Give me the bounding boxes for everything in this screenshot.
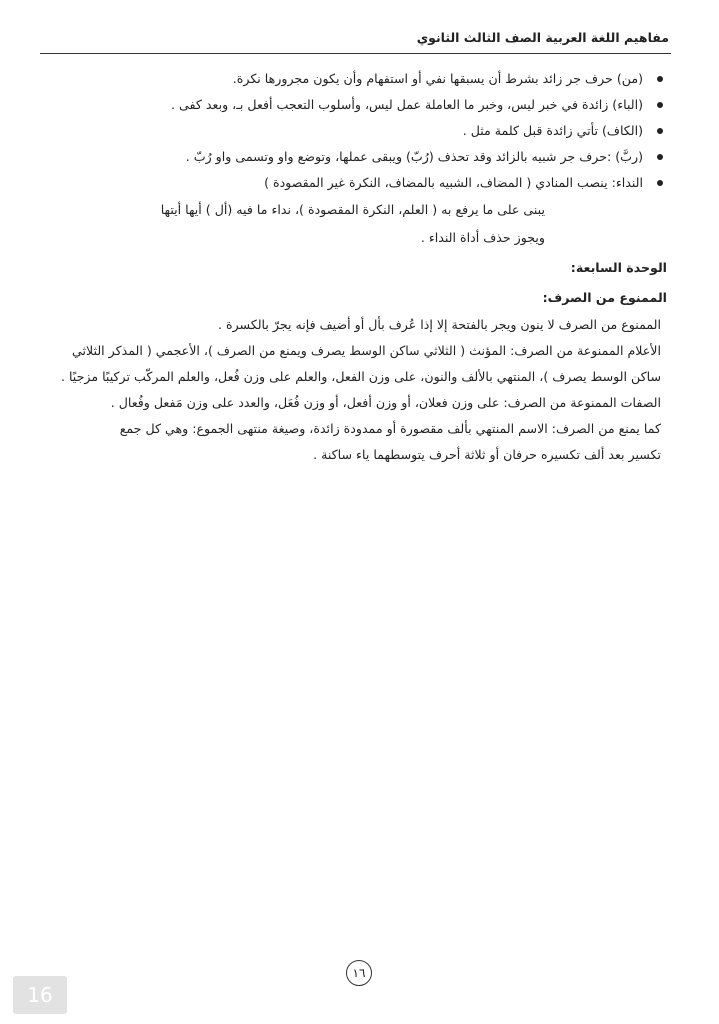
bullet-text: (ربَّ) :حرف جر شبيه بالزائد وقد تحذف (رُبّ) ويبقى عملها، وتوضع واو وتسمى واو رُبّ . xyxy=(185,149,643,164)
body-paragraph-line: الممنوع من الصرف لا ينون ويجر بالفتحة إلا إذا عُرف بأل أو أضيف فإنه يجرّ بالكسرة . xyxy=(217,317,661,332)
bullet-item xyxy=(50,170,667,196)
bullet-dot-icon xyxy=(657,102,663,108)
bullet-text: (الباء) زائدة في خبر ليس، وخبر ما العاملة عمل ليس، وأسلوب التعجب أفعل بـ، وبعد كفى . xyxy=(171,97,643,112)
page-number-badge: 16 xyxy=(13,976,67,1014)
header-divider xyxy=(40,53,671,54)
bullet-item xyxy=(50,118,667,144)
body-paragraph-line: ساكن الوسط يصرف )، المنتهي بالألف والنون، على وزن الفعل، والعلم على وزن فُعل، والعلم المركّب تركيبًا مزجيًا . xyxy=(60,369,661,384)
nida-detail-line: ويجوز حذف أداة النداء . xyxy=(420,230,545,245)
page-number-circle: ١٦ xyxy=(346,960,372,986)
bullet-dot-icon xyxy=(657,180,663,186)
bullet-dot-icon xyxy=(657,154,663,160)
bullet-text: (من) حرف جر زائد بشرط أن يسبقها نفي أو استفهام وأن يكون مجرورها نكرة. xyxy=(232,71,643,86)
page-content xyxy=(50,66,667,468)
bullet-text: (الكاف) تأتي زائدة قبل كلمة مثل . xyxy=(462,123,643,138)
page-header-title: مفاهيم اللغة العربية الصف الثالث الثانوي xyxy=(416,30,669,45)
topic-heading: الممنوع من الصرف: xyxy=(542,290,667,305)
bullet-dot-icon xyxy=(657,128,663,134)
body-paragraph-line: الصفات الممنوعة من الصرف: على وزن فعلان، أو وزن أفعل، أو وزن فُعَل، والعدد على وزن مَفعل وفُعال . xyxy=(110,395,661,410)
body-paragraph-line: كما يمنع من الصرف: الاسم المنتهي بألف مقصورة أو ممدودة زائدة، وصيغة منتهى الجموع: وهي كل جمع xyxy=(119,421,661,436)
bullet-text: النداء: ينصب المنادي ( المضاف، الشبيه بالمضاف، النكرة غير المقصودة ) xyxy=(264,175,643,190)
unit-heading: الوحدة السابعة: xyxy=(570,260,667,275)
body-paragraph-line: الأعلام الممنوعة من الصرف: المؤنث ( الثلاثي ساكن الوسط يصرف ويمنع من الصرف )، الأعجمي ( المذكر الثلاثي xyxy=(72,343,661,358)
bullet-item xyxy=(50,92,667,118)
bullet-dot-icon xyxy=(657,76,663,82)
bullet-item xyxy=(50,66,667,92)
body-paragraph-line: تكسير بعد ألف تكسيره حرفان أو ثلاثة أحرف يتوسطهما ياء ساكنة . xyxy=(313,447,661,462)
grammar-bullet-list xyxy=(50,66,667,196)
bullet-item xyxy=(50,144,667,170)
nida-detail-line: يبنى على ما يرفع به ( العلم، النكرة المقصودة )، نداء ما فيه (أل ) أيها أيتها xyxy=(160,202,545,217)
